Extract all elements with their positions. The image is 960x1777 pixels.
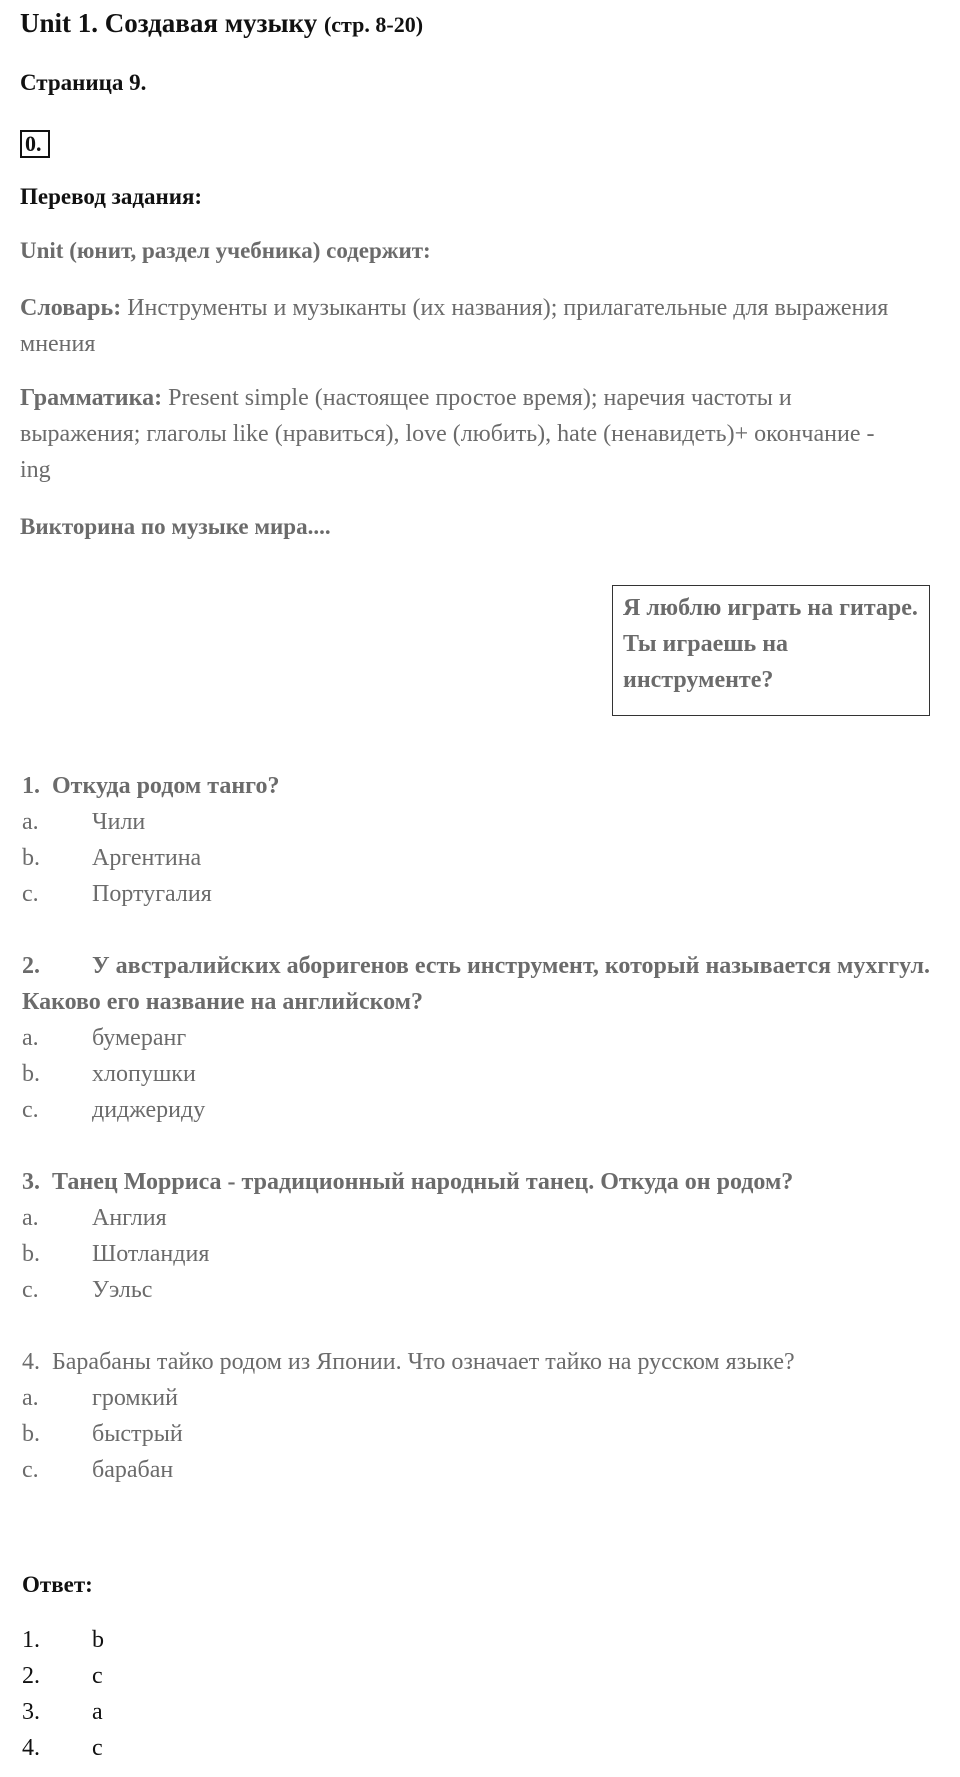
option-4a bbox=[22, 1380, 178, 1416]
answer-number: 2. bbox=[22, 1663, 40, 1689]
question-2 bbox=[22, 948, 932, 1020]
option-letter: b. bbox=[22, 845, 40, 871]
answer-item bbox=[22, 1694, 103, 1730]
question-number: 3. bbox=[22, 1169, 40, 1195]
option-letter: b. bbox=[22, 1061, 40, 1087]
option-letter: c. bbox=[22, 1097, 39, 1123]
answer-value: a bbox=[92, 1699, 103, 1725]
vocabulary-label: Словарь: bbox=[20, 295, 122, 321]
question-text: У австралийских аборигенов есть инструмент, который называется мухггул. Каково его название на английском? bbox=[22, 953, 931, 1015]
option-text: хлопушки bbox=[92, 1061, 196, 1087]
option-text: барабан bbox=[92, 1457, 174, 1483]
answer-item bbox=[22, 1622, 104, 1658]
question-text: Барабаны тайко родом из Японии. Что означает тайко на русском языке? bbox=[52, 1349, 795, 1375]
answer-heading: Ответ: bbox=[22, 1572, 93, 1597]
option-text: Шотландия bbox=[92, 1241, 210, 1267]
quiz-title: Викторина по музыке мира.... bbox=[20, 514, 331, 539]
option-2c bbox=[22, 1092, 205, 1128]
option-text: громкий bbox=[92, 1385, 178, 1411]
speech-box: Я люблю играть на гитаре. Ты играешь на инструменте? bbox=[612, 585, 930, 716]
answer-number: 3. bbox=[22, 1699, 40, 1725]
option-letter: b. bbox=[22, 1421, 40, 1447]
option-text: Португалия bbox=[92, 881, 212, 907]
grammar-paragraph bbox=[20, 380, 900, 488]
answer-value: c bbox=[92, 1735, 103, 1761]
exercise-number-box: 0. bbox=[20, 130, 50, 158]
option-1a bbox=[22, 804, 145, 840]
option-2b bbox=[22, 1056, 196, 1092]
option-3b bbox=[22, 1236, 209, 1272]
option-letter: c. bbox=[22, 1277, 39, 1303]
option-1c bbox=[22, 876, 212, 912]
unit-title: Unit 1. Создавая музыку bbox=[20, 8, 318, 38]
question-number: 1. bbox=[22, 773, 40, 799]
option-letter: a. bbox=[22, 809, 39, 835]
question-1 bbox=[22, 768, 932, 804]
option-letter: a. bbox=[22, 1025, 39, 1051]
option-text: диджериду bbox=[92, 1097, 206, 1123]
option-letter: c. bbox=[22, 881, 39, 907]
vocabulary-text: Инструменты и музыканты (их названия); прилагательные для выражения мнения bbox=[20, 295, 889, 357]
question-text: Танец Морриса - традиционный народный танец. Откуда он родом? bbox=[52, 1169, 794, 1195]
question-text: Откуда родом танго? bbox=[52, 773, 280, 799]
option-letter: a. bbox=[22, 1205, 39, 1231]
option-text: быстрый bbox=[92, 1421, 183, 1447]
page-number-label: Страница 9. bbox=[20, 70, 147, 95]
option-1b bbox=[22, 840, 201, 876]
grammar-text: Present simple (настоящее простое время); наречия частоты и выражения; глаголы like (нравиться), love (любить), hate (ненавидеть)+ окончание -ing bbox=[20, 385, 875, 483]
grammar-label: Грамматика: bbox=[20, 385, 163, 411]
answer-value: c bbox=[92, 1663, 103, 1689]
option-letter: a. bbox=[22, 1385, 39, 1411]
answer-item bbox=[22, 1730, 103, 1766]
option-3a bbox=[22, 1200, 167, 1236]
question-3 bbox=[22, 1164, 932, 1200]
option-text: Чили bbox=[92, 809, 146, 835]
option-4c bbox=[22, 1452, 173, 1488]
unit-pages: (стр. 8-20) bbox=[323, 12, 424, 37]
page-title bbox=[20, 8, 423, 39]
option-letter: b. bbox=[22, 1241, 40, 1267]
translation-heading: Перевод задания: bbox=[20, 184, 203, 209]
question-number: 4. bbox=[22, 1349, 40, 1375]
answer-item bbox=[22, 1658, 103, 1694]
answer-number: 1. bbox=[22, 1627, 40, 1653]
option-text: Аргентина bbox=[92, 845, 202, 871]
vocabulary-paragraph bbox=[20, 290, 920, 362]
question-number: 2. bbox=[22, 953, 40, 979]
question-4 bbox=[22, 1344, 932, 1380]
answer-number: 4. bbox=[22, 1735, 40, 1761]
option-text: Уэльс bbox=[92, 1277, 153, 1303]
option-4b bbox=[22, 1416, 183, 1452]
option-3c bbox=[22, 1272, 152, 1308]
option-text: бумеранг bbox=[92, 1025, 187, 1051]
option-letter: c. bbox=[22, 1457, 39, 1483]
option-2a bbox=[22, 1020, 186, 1056]
unit-contains-heading: Unit (юнит, раздел учебника) содержит: bbox=[20, 238, 431, 263]
option-text: Англия bbox=[92, 1205, 167, 1231]
answer-value: b bbox=[92, 1627, 104, 1653]
